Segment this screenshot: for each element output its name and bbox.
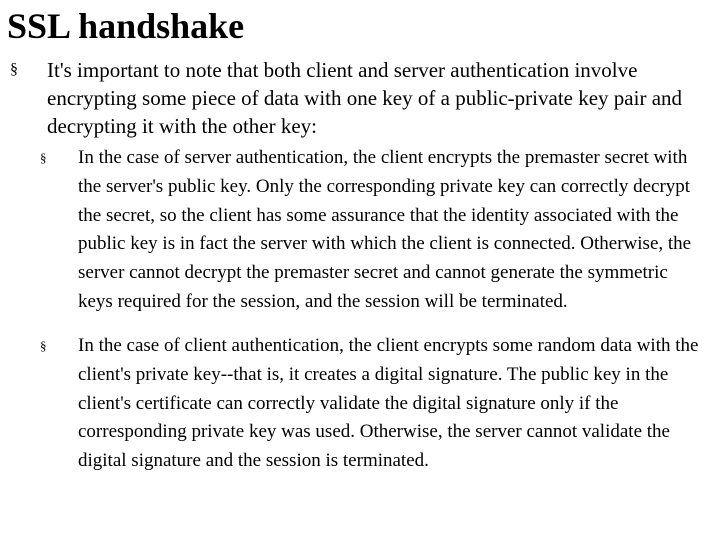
slide-title: SSL handshake [7, 6, 245, 46]
main-bullet-text: It's important to note that both client and server authentication involve encrypting some piece of data with one key of a public-private key pair and decrypting it with the other key: [47, 58, 683, 138]
sub-bullet-marker: § [40, 338, 47, 353]
sub-bullet-server-auth [40, 144, 710, 332]
sub-bullet-marker: § [40, 150, 47, 165]
sub-bullet-list [40, 144, 710, 476]
sub-bullet-client-auth [40, 332, 710, 476]
bullet-marker: § [10, 61, 18, 78]
sub-bullet-text: In the case of server authentication, the client encrypts the premaster secret with the server's public key. Only the corresponding private key can correctly decrypt the secret, so the client has some assurance that the identity associated with the public key is in fact the server with which the client is connected. Otherwise, the server cannot decrypt the premaster secret and cannot generate the symmetric keys required for the session, and the session will be terminated. [78, 147, 692, 312]
sub-bullet-text: In the case of client authentication, the client encrypts some random data with the client's private key--that is, it creates a digital signature. The public key in the client's certificate can correctly validate the digital signature only if the corresponding private key was used. Otherwise, the server cannot validate the digital signature and the session is terminated. [78, 335, 699, 472]
